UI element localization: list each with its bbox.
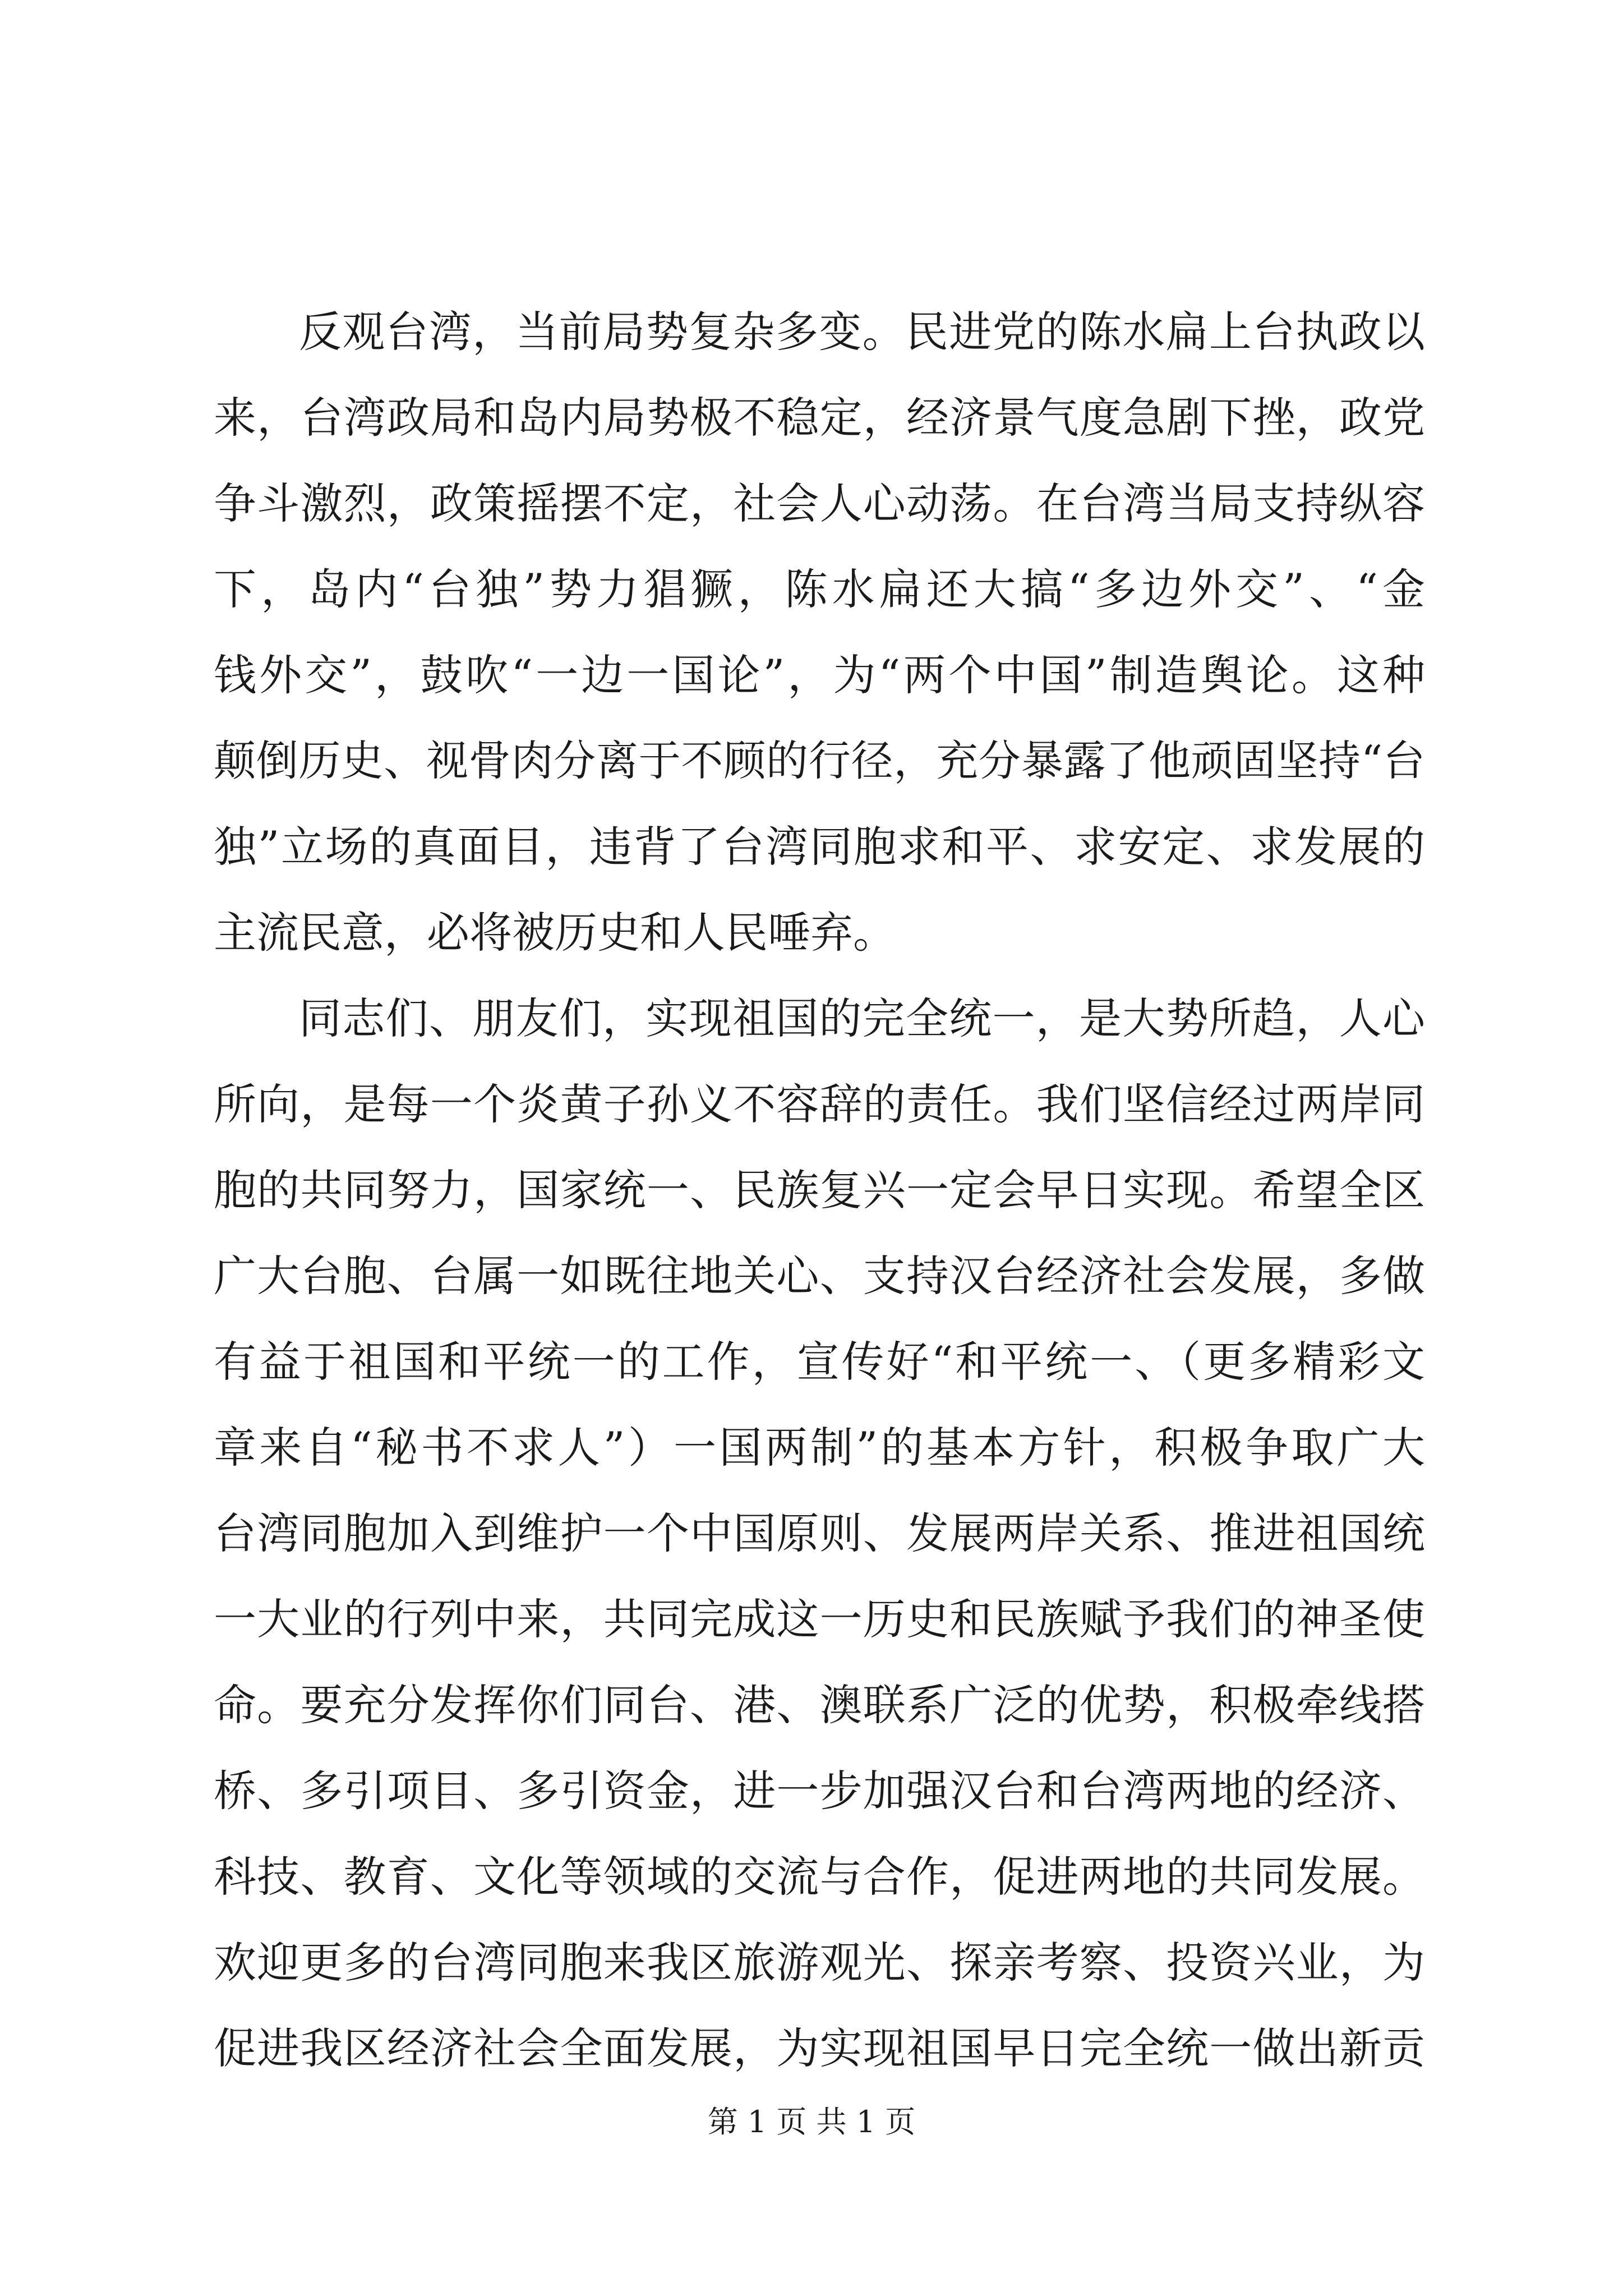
paragraph-2-line-9: 命。要充分发挥你们同台、港、澳联系广泛的优势，积极牵线搭 — [214, 1680, 1425, 1730]
paragraph-1-line-1: 反观台湾，当前局势复杂多变。民进党的陈水扁上台执政以 — [299, 307, 1425, 357]
paragraph-1-line-4: 下，岛内“台独”势力猖獗，陈水扁还大搞“多边外交”、“金 — [214, 564, 1425, 614]
paragraph-2-line-12: 欢迎更多的台湾同胞来我区旅游观光、探亲考察、投资兴业，为 — [214, 1938, 1425, 1987]
paragraph-2-line-3: 胞的共同努力，国家统一、民族复兴一定会早日实现。希望全区 — [214, 1165, 1425, 1215]
paragraph-2-line-2: 所向，是每一个炎黄子孙义不容辞的责任。我们坚信经过两岸同 — [214, 1079, 1425, 1129]
paragraph-1-line-2: 来，台湾政局和岛内局势极不稳定，经济景气度急剧下挫，政党 — [214, 393, 1425, 443]
paragraph-1-line-7: 独”立场的真面目，违背了台湾同胞求和平、求安定、求发展的 — [214, 822, 1425, 872]
paragraph-1-line-8: 主流民意，必将被历史和人民唾弃。 — [214, 908, 896, 958]
paragraph-2-line-8: 一大业的行列中来，共同完成这一历史和民族赋予我们的神圣使 — [214, 1594, 1425, 1644]
paragraph-2-line-7: 台湾同胞加入到维护一个中国原则、发展两岸关系、推进祖国统 — [214, 1508, 1425, 1558]
paragraph-1-line-5: 钱外交”，鼓吹“一边一国论”，为“两个中国”制造舆论。这种 — [214, 650, 1425, 700]
document-body — [214, 289, 1425, 2091]
page-number-footer: 第 1 页 共 1 页 — [707, 2104, 916, 2139]
paragraph-2-line-11: 科技、教育、文化等领域的交流与合作，促进两地的共同发展。 — [214, 1852, 1425, 1902]
paragraph-2-line-10: 桥、多引项目、多引资金，进一步加强汉台和台湾两地的经济、 — [214, 1766, 1425, 1816]
paragraph-2-line-13: 促进我区经济社会全面发展，为实现祖国早日完全统一做出新贡 — [214, 2023, 1425, 2073]
paragraph-1-line-6: 颠倒历史、视骨肉分离于不顾的行径，充分暴露了他顽固坚持“台 — [214, 736, 1425, 785]
paragraph-2-line-1: 同志们、朋友们，实现祖国的完全统一，是大势所趋，人心 — [299, 993, 1425, 1043]
paragraph-1-line-3: 争斗激烈，政策摇摆不定，社会人心动荡。在台湾当局支持纵容 — [214, 478, 1425, 528]
paragraph-2-line-4: 广大台胞、台属一如既往地关心、支持汉台经济社会发展，多做 — [214, 1251, 1425, 1301]
paragraph-2-line-6: 章来自“秘书不求人”）一国两制”的基本方针，积极争取广大 — [214, 1423, 1425, 1473]
paragraph-2-line-5: 有益于祖国和平统一的工作，宣传好“和平统一、（更多精彩文 — [214, 1337, 1425, 1387]
